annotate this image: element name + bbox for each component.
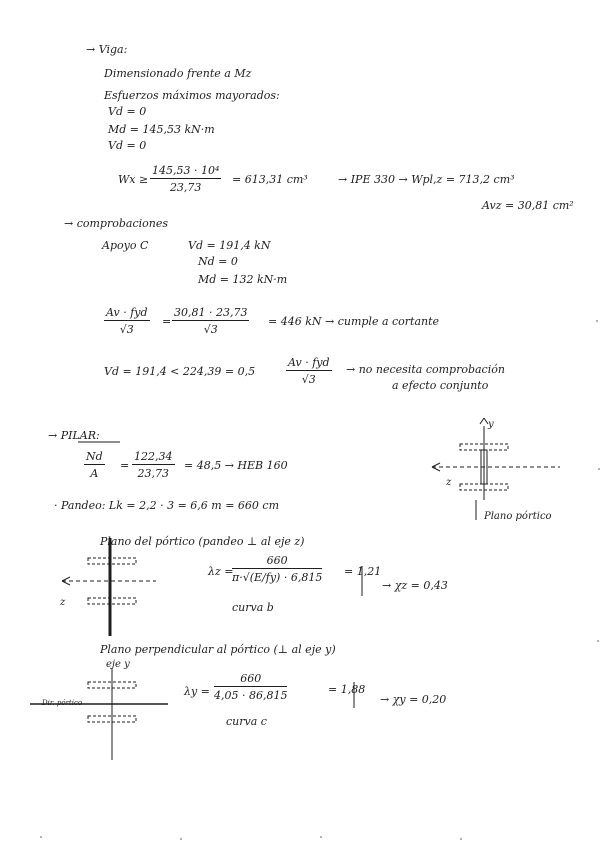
moment-value: Md = 145,53 kN·m xyxy=(108,123,215,136)
fraction-numerator: 145,53 · 10⁴ xyxy=(152,164,220,177)
buckling-length: · Pandeo: Lk = 2,2 · 3 = 6,6 m = 660 cm xyxy=(54,499,280,512)
fraction-numerator: 660 xyxy=(232,554,322,569)
section-heading-comprobaciones: → comprobaciones xyxy=(64,217,168,230)
fraction-denominator: 23,73 xyxy=(137,467,169,480)
fraction-numerator: 30,81 · 23,73 xyxy=(174,306,248,319)
text-line: Dimensionado frente a Mz xyxy=(104,67,252,80)
direction-label: Dir. pórtico xyxy=(42,699,83,707)
axis-label: eje y xyxy=(106,659,130,670)
shear-interaction-check: Vd = 191,4 < 224,39 = 0,5 xyxy=(104,365,256,378)
moment-value: Md = 132 kN·m xyxy=(198,273,288,286)
slenderness-y-result: = 1,88 xyxy=(328,683,366,696)
equals-sign: = xyxy=(120,459,130,472)
column-section-diagram-1 xyxy=(62,538,156,636)
scan-speck xyxy=(460,838,462,840)
fraction-denominator: A xyxy=(90,467,99,480)
shear-value: Vd = 0 xyxy=(108,139,147,152)
wx-label: Wx ≥ xyxy=(118,173,149,186)
profile-selection: → IPE 330 → Wpl,z = 713,2 cm³ xyxy=(338,173,515,186)
plane-label: Plano pórtico xyxy=(484,511,552,522)
fraction-numerator: 122,34 xyxy=(134,450,173,463)
column-section-diagram-right xyxy=(432,418,560,520)
column-profile-result: = 48,5 → HEB 160 xyxy=(184,459,288,472)
scan-speck xyxy=(320,836,322,838)
wx-result: = 613,31 cm³ xyxy=(232,173,308,186)
fraction-denominator: π·√(E/fy) · 6,815 xyxy=(232,571,323,584)
fraction-denominator: √3 xyxy=(119,323,134,336)
section-heading-pilar: → PILAR: xyxy=(48,429,100,442)
scan-speck xyxy=(180,838,182,840)
buckling-plane-title: Plano perpendicular al pórtico (⊥ al eje y) xyxy=(100,643,336,656)
shear-value: Vd = 0 xyxy=(108,105,147,118)
buckling-curve: curva b xyxy=(232,601,274,614)
fraction-denominator: 23,73 xyxy=(169,181,202,194)
text-line: Esfuerzos máximos mayorados: xyxy=(104,89,280,102)
fraction-denominator: √3 xyxy=(203,323,218,336)
reduction-factor-z: → χz = 0,43 xyxy=(382,579,448,592)
fraction-numerator: Av · fyd xyxy=(288,356,330,369)
slenderness-z-label: λz = xyxy=(208,565,234,578)
support-label: Apoyo C xyxy=(102,239,149,252)
interaction-conclusion: → no necesita comprobación xyxy=(346,363,505,376)
scan-speck xyxy=(596,320,598,322)
reduction-factor-y: → χy = 0,20 xyxy=(380,693,447,706)
column-section-diagram-2 xyxy=(30,668,168,760)
scan-speck xyxy=(598,468,600,470)
shear-check-result: = 446 kN → cumple a cortante xyxy=(268,315,440,328)
fraction-numerator: Av · fyd xyxy=(106,306,148,319)
fraction-numerator: 660 xyxy=(214,672,287,687)
fraction-denominator: 4,05 · 86,815 xyxy=(214,689,288,702)
equals-sign: = xyxy=(162,315,172,328)
axial-value: Nd = 0 xyxy=(198,255,238,268)
axis-label: z xyxy=(446,477,452,488)
shear-value: Vd = 191,4 kN xyxy=(188,239,271,252)
buckling-plane-title: Plano del pórtico (pandeo ⊥ al eje z) xyxy=(100,535,305,548)
buckling-curve: curva c xyxy=(226,715,267,728)
shear-area: Avz = 30,81 cm² xyxy=(482,199,574,212)
axis-label: y xyxy=(488,419,494,430)
scan-speck xyxy=(597,640,599,642)
section-heading-viga: → Viga: xyxy=(86,43,128,56)
scan-speck xyxy=(40,836,42,838)
fraction-numerator: Nd xyxy=(86,450,103,463)
slenderness-z-result: = 1,21 xyxy=(344,565,382,578)
fraction-denominator: √3 xyxy=(301,373,316,386)
axis-label: z xyxy=(60,597,66,608)
slenderness-y-label: λy = xyxy=(184,685,210,698)
interaction-conclusion: a efecto conjunto xyxy=(392,379,489,392)
